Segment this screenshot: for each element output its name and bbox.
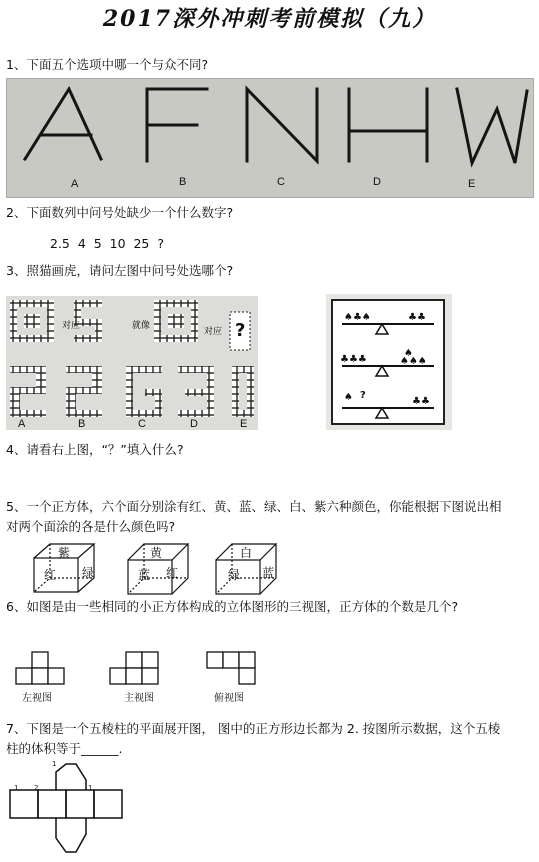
question-6: 6、如图是由一些相同的小正方体构成的立体图形的三视图，正方体的个数是几个?: [6, 599, 459, 614]
q1-option-b: B: [179, 176, 187, 188]
q1-option-d: D: [373, 176, 381, 188]
svg-text:♣♣: ♣♣: [408, 312, 426, 323]
page-title: 2017深外冲刺考前模拟（九）: [102, 6, 437, 32]
cube-2-top: 黄: [150, 546, 163, 560]
top-view-drawing: [205, 650, 265, 694]
svg-text:♠: ♠: [404, 348, 413, 359]
q1-option-a: A: [71, 178, 79, 190]
cube-3-top: 白: [240, 546, 253, 560]
q1-letters-photo: [6, 78, 534, 198]
q1-option-c: C: [277, 176, 285, 188]
q3-word-like: 就像: [132, 321, 151, 331]
front-view-label: 主视图: [124, 693, 154, 704]
left-view-label: 左视图: [22, 693, 52, 704]
question-1: 1、下面五个选项中哪一个与众不同?: [6, 57, 209, 72]
left-view-drawing: [14, 650, 74, 694]
cube-1: [30, 542, 100, 598]
pentagonal-prism-net: [6, 760, 136, 860]
svg-text:♣♣: ♣♣: [412, 396, 430, 407]
cube-2-right: 红: [166, 566, 179, 580]
front-view-drawing: [108, 650, 168, 694]
question-5-line-2: 对两个面涂的各是什么颜色吗?: [6, 519, 176, 534]
q3-option-c: C: [138, 418, 146, 430]
cube-1-left: 红: [44, 568, 57, 582]
q3-word-corresponds-1: 对应: [62, 321, 81, 331]
dim-1b: 1: [52, 760, 57, 768]
q3-option-a: A: [18, 418, 26, 430]
question-7-line-2: 柱的体积等于______.: [6, 741, 123, 756]
q3-option-b: B: [78, 418, 86, 430]
svg-text:♠: ♠: [344, 392, 353, 403]
svg-text:♠♣♠: ♠♣♠: [344, 312, 371, 323]
question-3: 3、照猫画虎，请问左图中问号处选哪个?: [6, 263, 234, 278]
cube-3: [212, 542, 282, 600]
cube-1-top: 紫: [58, 546, 71, 560]
cube-1-right: 绿: [82, 566, 95, 580]
q3-word-corresponds-2: 对应: [204, 327, 223, 337]
svg-text:♣♣♣: ♣♣♣: [340, 354, 367, 365]
q4-balance-photo: [326, 294, 452, 430]
question-7-line-1: 7、下图是一个五棱柱的平面展开图， 图中的正方形边长都为 2. 按图所示数据，这个五棱: [6, 721, 501, 736]
q3-option-d: D: [190, 418, 198, 430]
cube-3-left: 绿: [228, 568, 241, 582]
question-4: 4、请看右上图，“？”填入什么?: [6, 442, 184, 457]
q3-option-e: E: [240, 418, 248, 430]
svg-text:♠♠♠: ♠♠♠: [400, 356, 427, 367]
dim-1a: 1: [14, 784, 19, 792]
dim-2: 2: [34, 784, 39, 792]
q1-option-e: E: [468, 178, 476, 190]
question-2: 2、下面数列中问号处缺少一个什么数字?: [6, 205, 234, 220]
top-view-label: 俯视图: [214, 693, 244, 704]
dim-1c: 1: [88, 784, 93, 792]
q3-question-mark: ?: [235, 320, 246, 341]
cube-2-left: 蓝: [138, 568, 151, 582]
q4-question-mark: ?: [360, 390, 366, 401]
q3-pattern-photo: [6, 296, 258, 430]
question-5-line-1: 5、一个正方体，六个面分别涂有红、黄、蓝、绿、白、紫六种颜色，你能根据下图说出相: [6, 499, 502, 514]
q2-sequence: 2.5 4 5 10 25 ?: [50, 236, 164, 251]
cube-3-right: 蓝: [262, 566, 275, 580]
cube-2: [124, 540, 194, 600]
